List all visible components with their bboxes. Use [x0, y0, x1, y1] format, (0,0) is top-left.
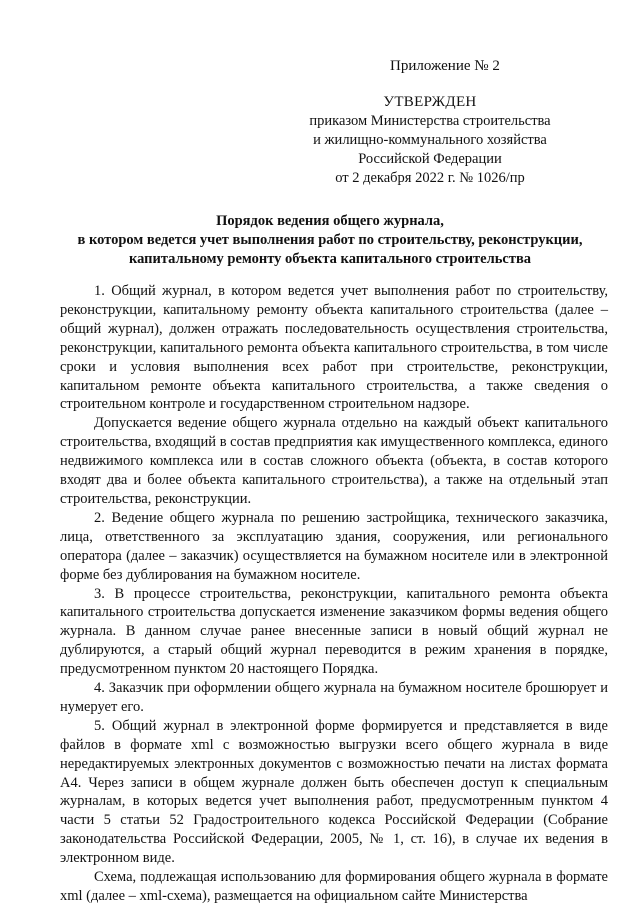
document-body — [60, 282, 608, 906]
approved-label: УТВЕРЖДЕН — [383, 94, 477, 110]
appendix-number: Приложение № 2 — [390, 58, 500, 74]
title-line: Порядок ведения общего журнала, — [216, 213, 444, 229]
approval-line: Российской Федерации — [358, 151, 502, 167]
paragraph-5-cont: Схема, подлежащая использованию для формирования общего журнала в формате xml (далее – xml-схема), размещается на официальном сайте Министерства — [60, 869, 608, 904]
paragraph-5: 5. Общий журнал в электронной форме формируется и представляется в виде файлов в формате xml с возможностью выгрузки всего общего журнала в виде нередактируемых электронных документов с возможностью печати на листах формата А4. Через записи в общем журнале должен быть обеспечен доступ к специальным журналам, в которых ведется учет выполнения работ, предусмотренным пунктом 4 части 5 статьи 52 Градостроительного кодекса Российской Федерации (Собрание законодательства Российской Федерации, 2005, № 1, ст. 16), в случае их ведения в электронном виде. — [60, 717, 608, 867]
approval-line: и жилищно-коммунального хозяйства — [313, 132, 547, 148]
title-line: капитальному ремонту объекта капитального строительства — [128, 251, 532, 267]
paragraph-3: 3. В процессе строительства, реконструкции, капитального ремонта объекта капитального строительства допускается изменение заказчиком формы ведения общего журнала. В данном случае ранее внесенные записи в новый общий журнал не дублируются, а старый общий журнал переводится в режим хранения в порядке, предусмотренном пунктом 20 настоящего Порядка. — [60, 585, 608, 678]
paragraph-1-cont: Допускается ведение общего журнала отдельно на каждый объект капитального строительства, входящий в состав предприятия как имущественного комплекса, единого недвижимого комплекса или в состав сложного объекта (объекта, в состав которого входят два и более объекта капитального строительства), а также на отдельный этап строительства, реконструкции. — [60, 415, 608, 507]
approval-line: от 2 декабря 2022 г. № 1026/пр — [335, 170, 525, 186]
paragraph-4: 4. Заказчик при оформлении общего журнала на бумажном носителе брошюрует и нумерует его. — [60, 680, 608, 715]
approval-block — [300, 93, 560, 188]
document-title — [40, 212, 620, 269]
approval-line: приказом Министерства строительства — [309, 113, 551, 129]
title-line: в котором ведется учет выполнения работ по строительству, реконструкции, — [77, 232, 583, 248]
paragraph-2: 2. Ведение общего журнала по решению застройщика, технического заказчика, лица, ответственного за эксплуатацию здания, сооружения, или регионального оператора (далее – заказчик) осуществляется на бумажном носителе или в электронной форме без дублирования на бумажном носителе. — [60, 509, 608, 583]
paragraph-1: 1. Общий журнал, в котором ведется учет выполнения работ по строительству, реконструкции, капитальному ремонту объекта капитального строительства (далее – общий журнал), должен отражать последовательность осуществления строительства, реконструкции, капитального ремонта объекта капитального строительства, в том числе сроки и условия выполнения всех работ при строительстве, реконструкции, капитальном ремонте объекта капитального строительства, а также сведения о строительном контроле и государственном строительном надзоре. — [60, 283, 608, 413]
